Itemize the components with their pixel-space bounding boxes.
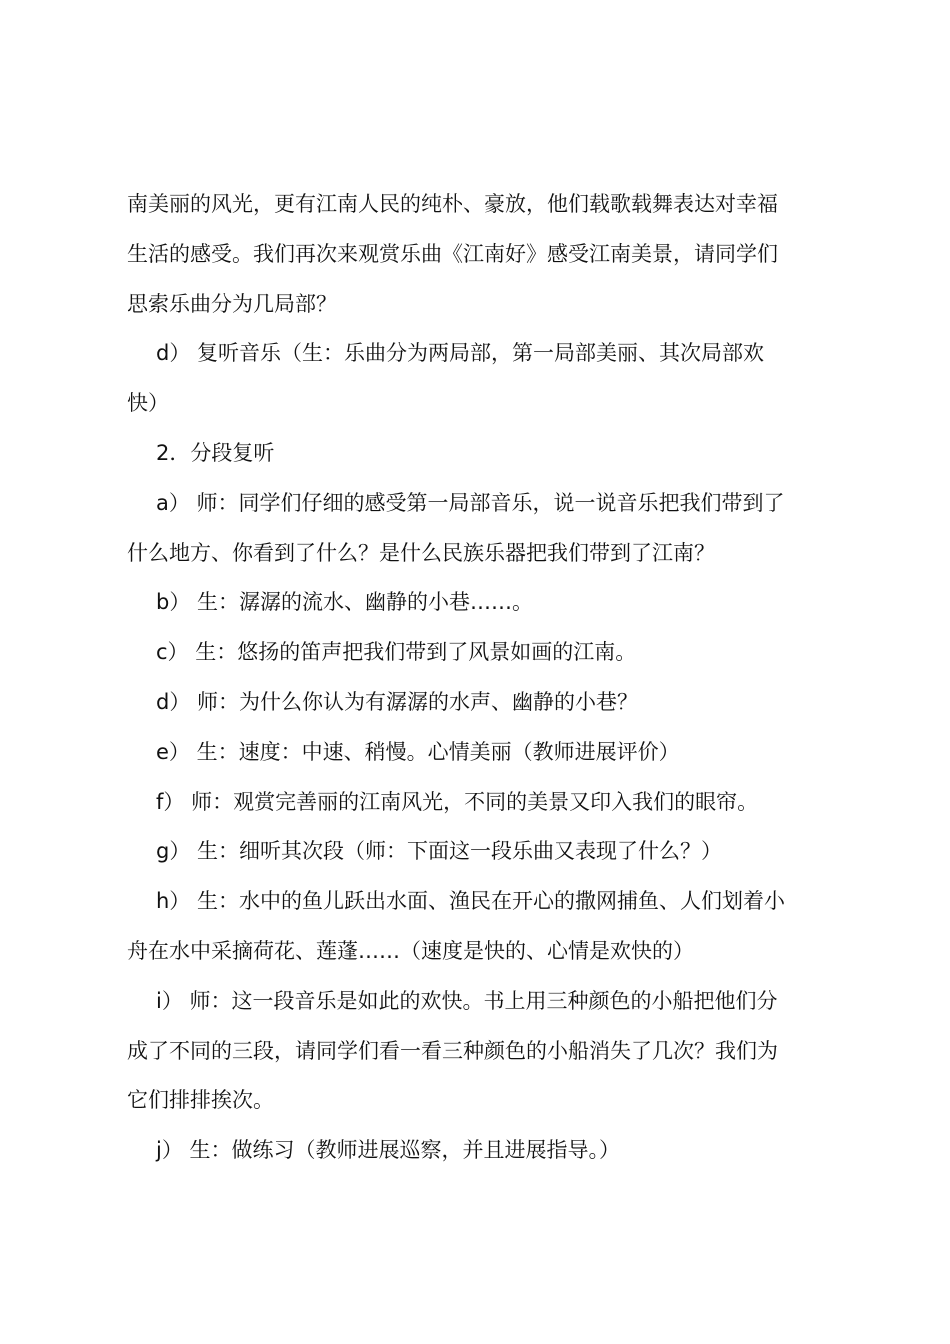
text-line: 它们排排挨次。	[127, 1088, 274, 1113]
text-line: i） 师：这一段音乐是如此的欢快。书上用三种颜色的小船把他们分	[156, 988, 778, 1013]
text-line: j） 生：做练习（教师进展巡察，并且进展指导。）	[156, 1138, 621, 1163]
text-line: 思索乐曲分为几局部？	[127, 291, 337, 316]
text-line: 快）	[127, 391, 169, 416]
section-heading: 2．分段复听	[156, 440, 275, 465]
text-line: f） 师：观赏完善丽的江南风光，不同的美景又印入我们的眼帘。	[156, 789, 759, 814]
text-line: h） 生：水中的鱼儿跃出水面、渔民在开心的撒网捕鱼、人们划着小	[156, 889, 785, 914]
text-line: d） 师：为什么你认为有潺潺的水声、幽静的小巷？	[156, 689, 639, 714]
text-line: 生活的感受。我们再次来观赏乐曲《江南好》感受江南美景，请同学们	[127, 241, 778, 266]
document-body	[127, 180, 833, 1176]
text-line: a） 师：同学们仔细的感受第一局部音乐，说一说音乐把我们带到了	[156, 490, 785, 515]
text-line: 舟在水中采摘荷花、莲蓬……（速度是快的、心情是欢快的）	[127, 938, 694, 963]
text-line: 什么地方、你看到了什么？是什么民族乐器把我们带到了江南？	[127, 540, 715, 565]
text-line: 成了不同的三段，请同学们看一看三种颜色的小船消失了几次？我们为	[127, 1038, 778, 1063]
text-line: c） 生：悠扬的笛声把我们带到了风景如画的江南。	[156, 640, 637, 665]
text-line: d） 复听音乐（生：乐曲分为两局部，第一局部美丽、其次局部欢	[156, 341, 765, 366]
text-line: g） 生：细听其次段（师：下面这一段乐曲又表现了什么？）	[156, 839, 723, 864]
text-line: b） 生：潺潺的流水、幽静的小巷……。	[156, 590, 534, 615]
text-line: 南美丽的风光，更有江南人民的纯朴、豪放，他们载歌载舞表达对幸福	[127, 192, 778, 216]
text-line: e） 生：速度：中速、稍慢。心情美丽（教师进展评价）	[156, 739, 680, 764]
